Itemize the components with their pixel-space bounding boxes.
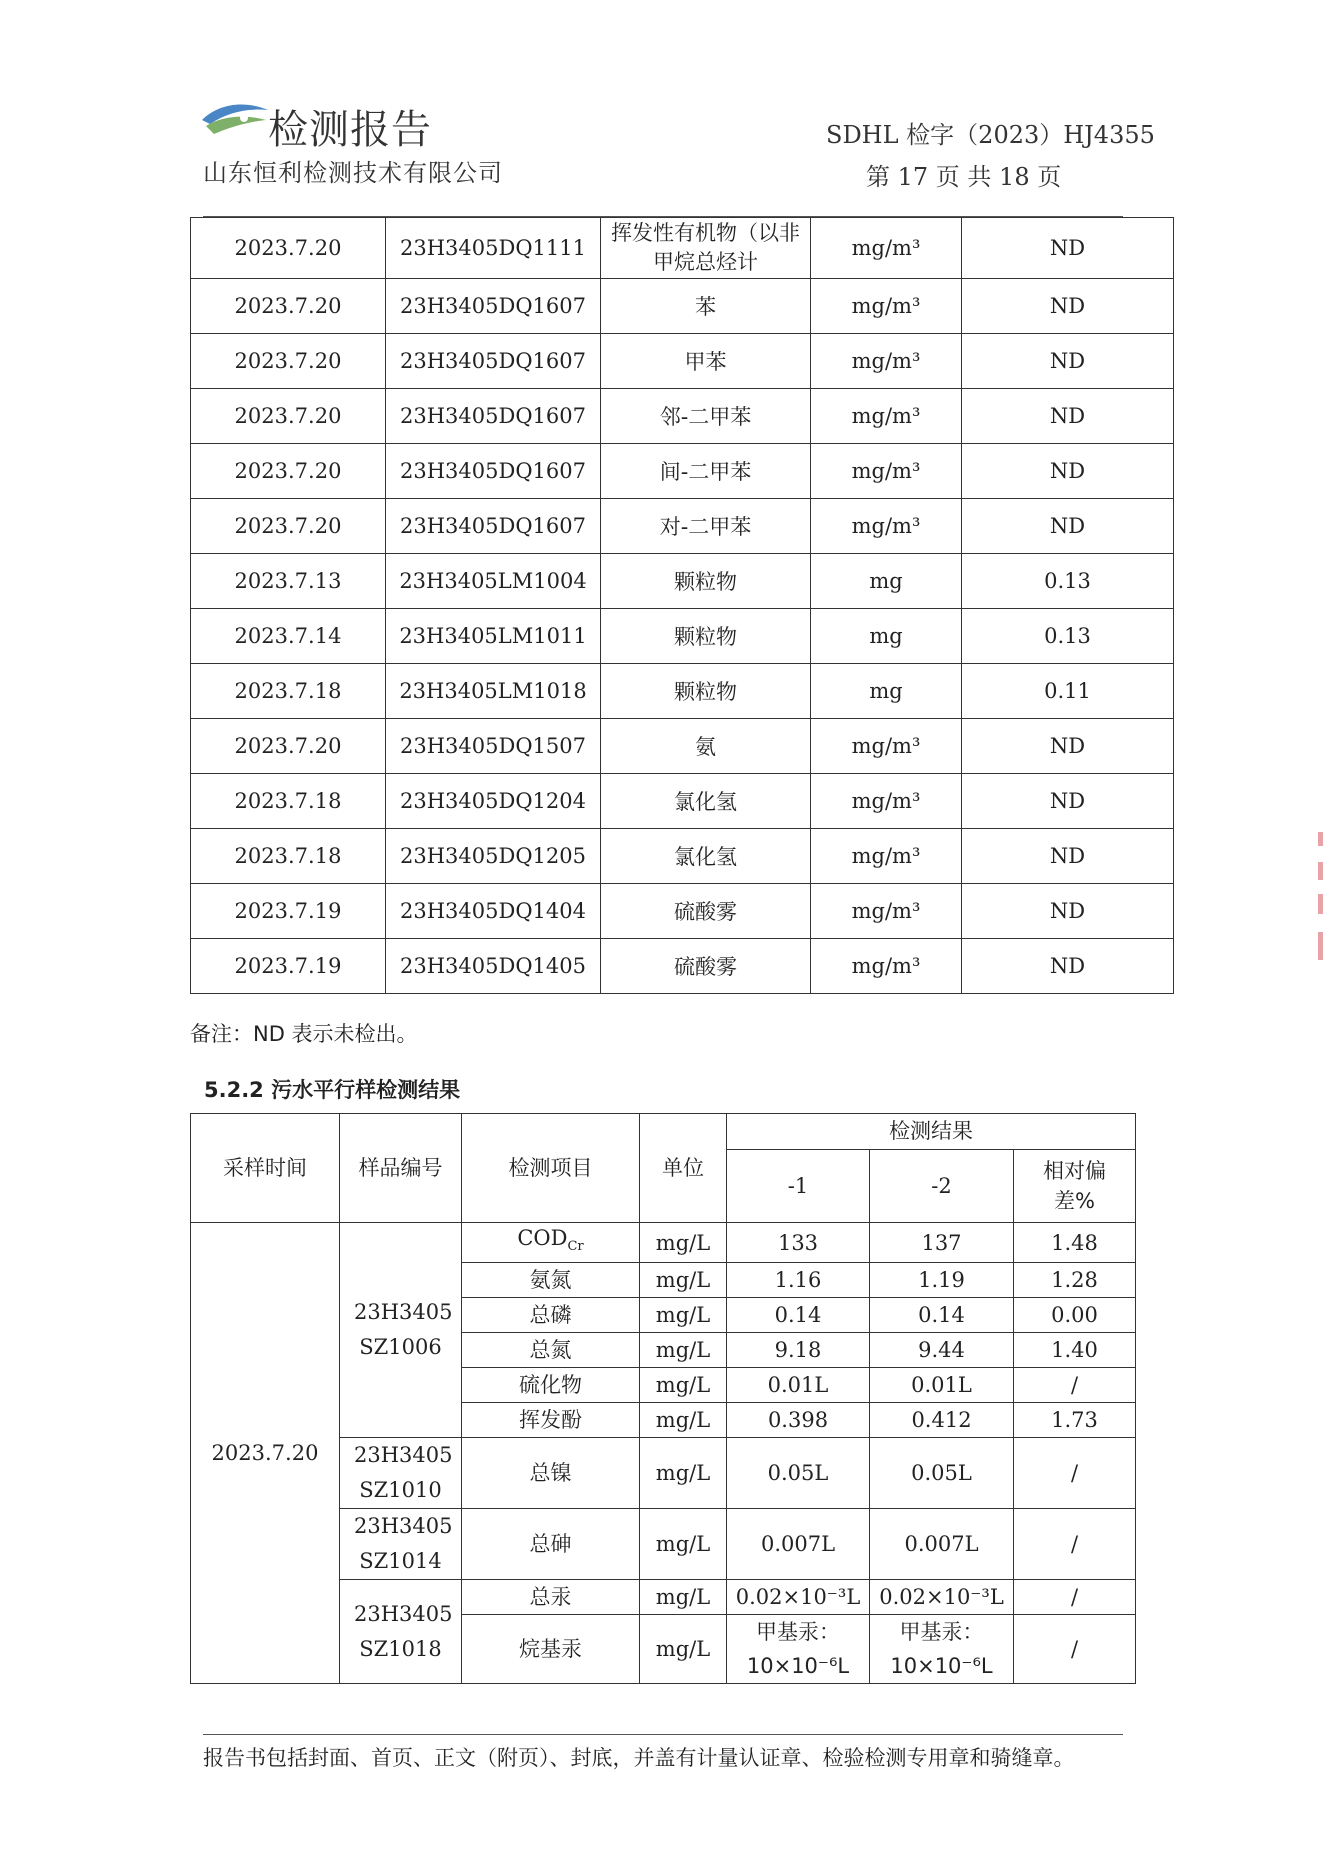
header-relative-deviation: 相对偏差% <box>1014 1149 1136 1222</box>
test-item: 氯化氢 <box>601 829 811 884</box>
result-1: 0.007L <box>727 1509 870 1580</box>
test-item: 颗粒物 <box>601 554 811 609</box>
relative-deviation: / <box>1014 1580 1136 1615</box>
sample-id: 23H3405DQ1111 <box>386 218 601 279</box>
sample-date: 2023.7.20 <box>191 499 386 554</box>
result-1: 1.16 <box>727 1263 870 1298</box>
sample-date: 2023.7.20 <box>191 279 386 334</box>
sample-id: 23H3405 SZ1014 <box>340 1509 462 1580</box>
result: ND <box>962 774 1174 829</box>
header-result-1: -1 <box>727 1149 870 1222</box>
result-2: 0.01L <box>870 1368 1014 1403</box>
sample-date: 2023.7.13 <box>191 554 386 609</box>
sample-id: 23H3405LM1004 <box>386 554 601 609</box>
test-item: 总砷 <box>462 1509 640 1580</box>
sample-date: 2023.7.20 <box>191 389 386 444</box>
page-info: 第 17 页 共 18 页 <box>866 163 1062 191</box>
item-subscript: Cr <box>567 1239 584 1255</box>
test-item: 氯化氢 <box>601 774 811 829</box>
sample-date: 2023.7.19 <box>191 939 386 994</box>
report-number: SDHL 检字（2023）HJ4355 <box>826 121 1155 149</box>
test-item: 硫化物 <box>462 1368 640 1403</box>
company-name: 山东恒利检测技术有限公司 <box>203 159 503 187</box>
relative-deviation: / <box>1014 1368 1136 1403</box>
sample-id: 23H3405LM1018 <box>386 664 601 719</box>
relative-deviation: 1.28 <box>1014 1263 1136 1298</box>
unit: mg/m³ <box>811 884 962 939</box>
table-row <box>191 554 1174 609</box>
table-row <box>191 884 1174 939</box>
table-row <box>191 389 1174 444</box>
test-item: 总氮 <box>462 1333 640 1368</box>
table-row <box>191 218 1174 279</box>
unit: mg/m³ <box>811 389 962 444</box>
test-item: 挥发酚 <box>462 1403 640 1438</box>
header-row <box>191 1114 1136 1150</box>
table-row <box>191 444 1174 499</box>
item-name: COD <box>517 1226 568 1250</box>
footer-note: 报告书包括封面、首页、正文（附页）、封底，并盖有计量认证章、检验检测专用章和骑缝章。 <box>203 1746 1075 1770</box>
section-title: 5.2.2 污水平行样检测结果 <box>204 1078 461 1102</box>
table-note: 备注：ND 表示未检出。 <box>190 1022 418 1046</box>
test-item: 氨 <box>601 719 811 774</box>
result-1: 甲基汞：10×10⁻⁶L <box>727 1615 870 1684</box>
result: ND <box>962 334 1174 389</box>
test-item: 间-二甲苯 <box>601 444 811 499</box>
header-sample-id: 样品编号 <box>340 1114 462 1223</box>
unit: mg/L <box>640 1368 727 1403</box>
result-2: 0.02×10⁻³L <box>870 1580 1014 1615</box>
unit: mg/L <box>640 1298 727 1333</box>
result-2: 1.19 <box>870 1263 1014 1298</box>
unit: mg/L <box>640 1223 727 1263</box>
unit: mg <box>811 664 962 719</box>
test-item: 挥发性有机物（以非甲烷总烃计 <box>601 218 811 279</box>
unit: mg/L <box>640 1438 727 1509</box>
table-row <box>191 499 1174 554</box>
result: ND <box>962 499 1174 554</box>
unit: mg/m³ <box>811 499 962 554</box>
test-item: 氨氮 <box>462 1263 640 1298</box>
relative-deviation: / <box>1014 1615 1136 1684</box>
relative-deviation: 1.40 <box>1014 1333 1136 1368</box>
result: ND <box>962 719 1174 774</box>
test-item: 硫酸雾 <box>601 939 811 994</box>
result-1: 0.14 <box>727 1298 870 1333</box>
unit: mg/m³ <box>811 719 962 774</box>
result: ND <box>962 939 1174 994</box>
result-1: 9.18 <box>727 1333 870 1368</box>
sample-date: 2023.7.18 <box>191 774 386 829</box>
relative-deviation: 1.48 <box>1014 1223 1136 1263</box>
seam-stamp-fragment <box>1316 832 1323 962</box>
test-item: 苯 <box>601 279 811 334</box>
unit: mg <box>811 609 962 664</box>
header-unit: 单位 <box>640 1114 727 1223</box>
unit: mg/m³ <box>811 334 962 389</box>
sample-id: 23H3405DQ1607 <box>386 279 601 334</box>
test-item: 总镍 <box>462 1438 640 1509</box>
sample-id: 23H3405DQ1607 <box>386 389 601 444</box>
table-row <box>191 939 1174 994</box>
test-item: 颗粒物 <box>601 664 811 719</box>
unit: mg/m³ <box>811 829 962 884</box>
result: ND <box>962 279 1174 334</box>
result-1: 0.398 <box>727 1403 870 1438</box>
relative-deviation: 1.73 <box>1014 1403 1136 1438</box>
test-item: 甲苯 <box>601 334 811 389</box>
table-row <box>191 1223 1136 1263</box>
unit: mg <box>811 554 962 609</box>
result-1: 133 <box>727 1223 870 1263</box>
test-item: 颗粒物 <box>601 609 811 664</box>
sample-date: 2023.7.19 <box>191 884 386 939</box>
header-result-2: -2 <box>870 1149 1014 1222</box>
result-1: 0.02×10⁻³L <box>727 1580 870 1615</box>
sample-date: 2023.7.20 <box>191 444 386 499</box>
sample-id: 23H3405DQ1405 <box>386 939 601 994</box>
result-1: 0.05L <box>727 1438 870 1509</box>
sample-id: 23H3405DQ1507 <box>386 719 601 774</box>
unit: mg/L <box>640 1333 727 1368</box>
header-results: 检测结果 <box>727 1114 1136 1150</box>
test-item: 总磷 <box>462 1298 640 1333</box>
sample-date: 2023.7.14 <box>191 609 386 664</box>
result: 0.13 <box>962 609 1174 664</box>
air-results-table <box>190 217 1174 994</box>
sample-id: 23H3405 SZ1006 <box>340 1223 462 1438</box>
test-item <box>462 1223 640 1263</box>
result-2: 9.44 <box>870 1333 1014 1368</box>
result: ND <box>962 389 1174 444</box>
test-item: 硫酸雾 <box>601 884 811 939</box>
unit: mg/m³ <box>811 939 962 994</box>
wastewater-parallel-table <box>190 1113 1136 1684</box>
sample-id: 23H3405DQ1404 <box>386 884 601 939</box>
sample-id: 23H3405DQ1205 <box>386 829 601 884</box>
unit: mg/m³ <box>811 444 962 499</box>
table-row <box>191 829 1174 884</box>
result-2: 0.412 <box>870 1403 1014 1438</box>
test-item: 总汞 <box>462 1580 640 1615</box>
company-logo-icon <box>200 98 272 138</box>
result-2: 0.05L <box>870 1438 1014 1509</box>
table-row <box>191 719 1174 774</box>
test-item: 烷基汞 <box>462 1615 640 1684</box>
table-row <box>191 774 1174 829</box>
sampling-date: 2023.7.20 <box>191 1223 340 1684</box>
test-item: 邻-二甲苯 <box>601 389 811 444</box>
result: ND <box>962 444 1174 499</box>
sample-id: 23H3405DQ1607 <box>386 444 601 499</box>
sample-id: 23H3405LM1011 <box>386 609 601 664</box>
unit: mg/L <box>640 1615 727 1684</box>
header-time: 采样时间 <box>191 1114 340 1223</box>
result: 0.11 <box>962 664 1174 719</box>
table-row <box>191 279 1174 334</box>
sample-id: 23H3405DQ1204 <box>386 774 601 829</box>
unit: mg/m³ <box>811 279 962 334</box>
sample-date: 2023.7.20 <box>191 719 386 774</box>
result-2: 137 <box>870 1223 1014 1263</box>
table-row <box>191 609 1174 664</box>
unit: mg/m³ <box>811 218 962 279</box>
sample-date: 2023.7.18 <box>191 829 386 884</box>
unit: mg/m³ <box>811 774 962 829</box>
result-2: 0.14 <box>870 1298 1014 1333</box>
table-row <box>191 664 1174 719</box>
result-1: 0.01L <box>727 1368 870 1403</box>
test-item: 对-二甲苯 <box>601 499 811 554</box>
table-row <box>191 334 1174 389</box>
header-item: 检测项目 <box>462 1114 640 1223</box>
unit: mg/L <box>640 1263 727 1298</box>
unit: mg/L <box>640 1509 727 1580</box>
relative-deviation: 0.00 <box>1014 1298 1136 1333</box>
sample-date: 2023.7.18 <box>191 664 386 719</box>
sample-date: 2023.7.20 <box>191 218 386 279</box>
footer-divider <box>203 1734 1123 1735</box>
sample-id: 23H3405DQ1607 <box>386 334 601 389</box>
sample-id: 23H3405 SZ1010 <box>340 1438 462 1509</box>
relative-deviation: / <box>1014 1509 1136 1580</box>
result: 0.13 <box>962 554 1174 609</box>
unit: mg/L <box>640 1403 727 1438</box>
result: ND <box>962 884 1174 939</box>
unit: mg/L <box>640 1580 727 1615</box>
result: ND <box>962 829 1174 884</box>
sample-id: 23H3405 SZ1018 <box>340 1580 462 1684</box>
sample-date: 2023.7.20 <box>191 334 386 389</box>
sample-id: 23H3405DQ1607 <box>386 499 601 554</box>
result-2: 甲基汞：10×10⁻⁶L <box>870 1615 1014 1684</box>
report-title: 检测报告 <box>268 107 432 153</box>
relative-deviation: / <box>1014 1438 1136 1509</box>
result-2: 0.007L <box>870 1509 1014 1580</box>
result: ND <box>962 218 1174 279</box>
